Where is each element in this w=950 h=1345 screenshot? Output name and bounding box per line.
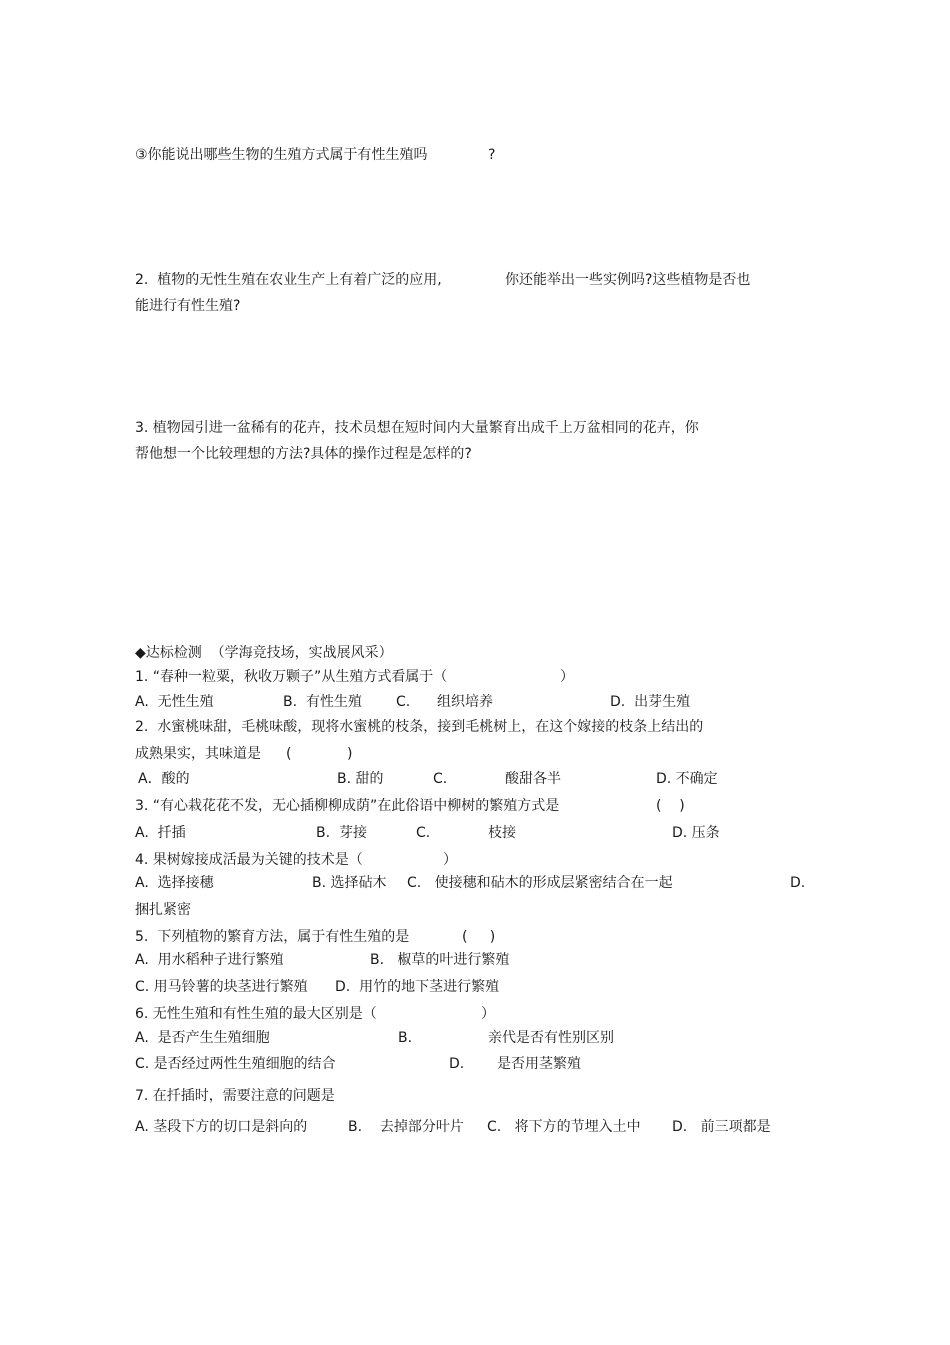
test-q3-option-a: A. 扦插: [135, 825, 186, 841]
test-q4-option-c: C. 使接穗和砧木的形成层紧密结合在一起: [407, 875, 673, 891]
test-q6-option-d: 是否用茎繁殖: [497, 1056, 581, 1072]
test-q6-option-b: 亲代是否有性别区别: [488, 1030, 614, 1046]
test-q4-option-b: B. 选择砧木: [312, 875, 387, 891]
test-q1-option-b: B. 有性生殖: [283, 694, 362, 710]
test-q3-option-c: 枝接: [488, 825, 516, 841]
test-q3-option-d: D. 压条: [672, 825, 720, 841]
question-1-3: ③你能说出哪些生物的生殖方式属于有性生殖吗: [135, 147, 428, 163]
test-q2-stem-2: 成熟果实，其味道是: [135, 746, 261, 762]
test-q4-option-d-letter: D.: [790, 875, 806, 891]
test-q7-option-d: D. 前三项都是: [672, 1119, 771, 1135]
test-q3-option-c-letter: C.: [416, 825, 431, 841]
test-q3-option-b: B. 芽接: [316, 825, 367, 841]
question-3-line-2: 帮他想一个比较理想的方法?具体的操作过程是怎样的?: [135, 446, 472, 462]
test-q6-option-c: C. 是否经过两性生殖细胞的结合: [135, 1056, 336, 1072]
test-q5-option-d: D. 用竹的地下茎进行繁殖: [335, 979, 500, 995]
question-2-line-2: 能进行有性生殖?: [135, 298, 241, 314]
test-q7-stem: 7. 在扦插时，需要注意的问题是: [135, 1088, 335, 1104]
test-heading: ◆达标检测 （学海竞技场，实战展风采）: [135, 645, 393, 661]
test-q5-option-b: B. 椒草的叶进行繁殖: [370, 952, 510, 968]
test-q2-option-c: 酸甜各半: [505, 771, 561, 787]
test-q5-option-a: A. 用水稻种子进行繁殖: [135, 952, 284, 968]
test-q2-stem-1: 2. 水蜜桃味甜，毛桃味酸，现将水蜜桃的枝条，接到毛桃树上，在这个嫁接的枝条上结出的: [135, 719, 704, 735]
test-q7-option-c: C. 将下方的节埋入土中: [487, 1119, 641, 1135]
test-q2-paren-open: (: [286, 746, 292, 762]
test-q6-option-b-letter: B.: [398, 1030, 413, 1046]
test-q2-paren-close: ): [347, 746, 353, 762]
test-q4-stem: 4. 果树嫁接成活最为关键的技术是（: [135, 852, 363, 868]
test-q1-option-c: 组织培养: [437, 694, 493, 710]
test-q4-option-a: A. 选择接穗: [135, 875, 214, 891]
test-q3-paren: ( ): [656, 798, 685, 814]
question-3-line-1: 3. 植物园引进一盆稀有的花卉，技术员想在短时间内大量繁育出成千上万盆相同的花卉，你: [135, 420, 699, 436]
question-2-line-1a: 2. 植物的无性生殖在农业生产上有着广泛的应用,: [135, 272, 442, 288]
test-q6-stem: 6. 无性生殖和有性生殖的最大区别是（: [135, 1006, 377, 1022]
test-q5-stem: 5. 下列植物的繁育方法，属于有性生殖的是: [135, 929, 410, 945]
test-q6-paren: ）: [481, 1006, 495, 1022]
test-q1-option-d: D. 出芽生殖: [610, 694, 691, 710]
test-q1-paren: ）: [560, 669, 574, 685]
test-q2-option-a: A．酸的: [138, 771, 190, 787]
test-q4-paren: ）: [443, 852, 457, 868]
test-q2-option-b: B. 甜的: [337, 771, 384, 787]
question-1-3-mark: ?: [488, 147, 496, 163]
test-q3-stem: 3. “有心栽花花不发，无心插柳柳成荫”在此俗语中柳树的繁殖方式是: [135, 798, 560, 814]
test-q7-option-a: A. 茎段下方的切口是斜向的: [135, 1119, 308, 1135]
question-2-line-1b: 你还能举出一些实例吗?这些植物是否也: [505, 272, 751, 288]
test-q6-option-a: A. 是否产生生殖细胞: [135, 1030, 270, 1046]
test-q1-option-a: A. 无性生殖: [135, 694, 214, 710]
test-q1-option-c-letter: C.: [396, 694, 411, 710]
test-q5-option-c: C. 用马铃薯的块茎进行繁殖: [135, 979, 308, 995]
test-q1-stem: 1. “春种一粒粟，秋收万颗子”从生殖方式看属于（: [135, 669, 448, 685]
test-q6-option-d-letter: D.: [449, 1056, 465, 1072]
test-q4-option-d: 捆扎紧密: [135, 902, 191, 918]
test-q7-option-b: B. 去掉部分叶片: [348, 1119, 464, 1135]
test-q2-option-d: D. 不确定: [656, 771, 718, 787]
test-q2-option-c-letter: C.: [433, 771, 448, 787]
test-q5-paren: ( ): [462, 929, 496, 945]
